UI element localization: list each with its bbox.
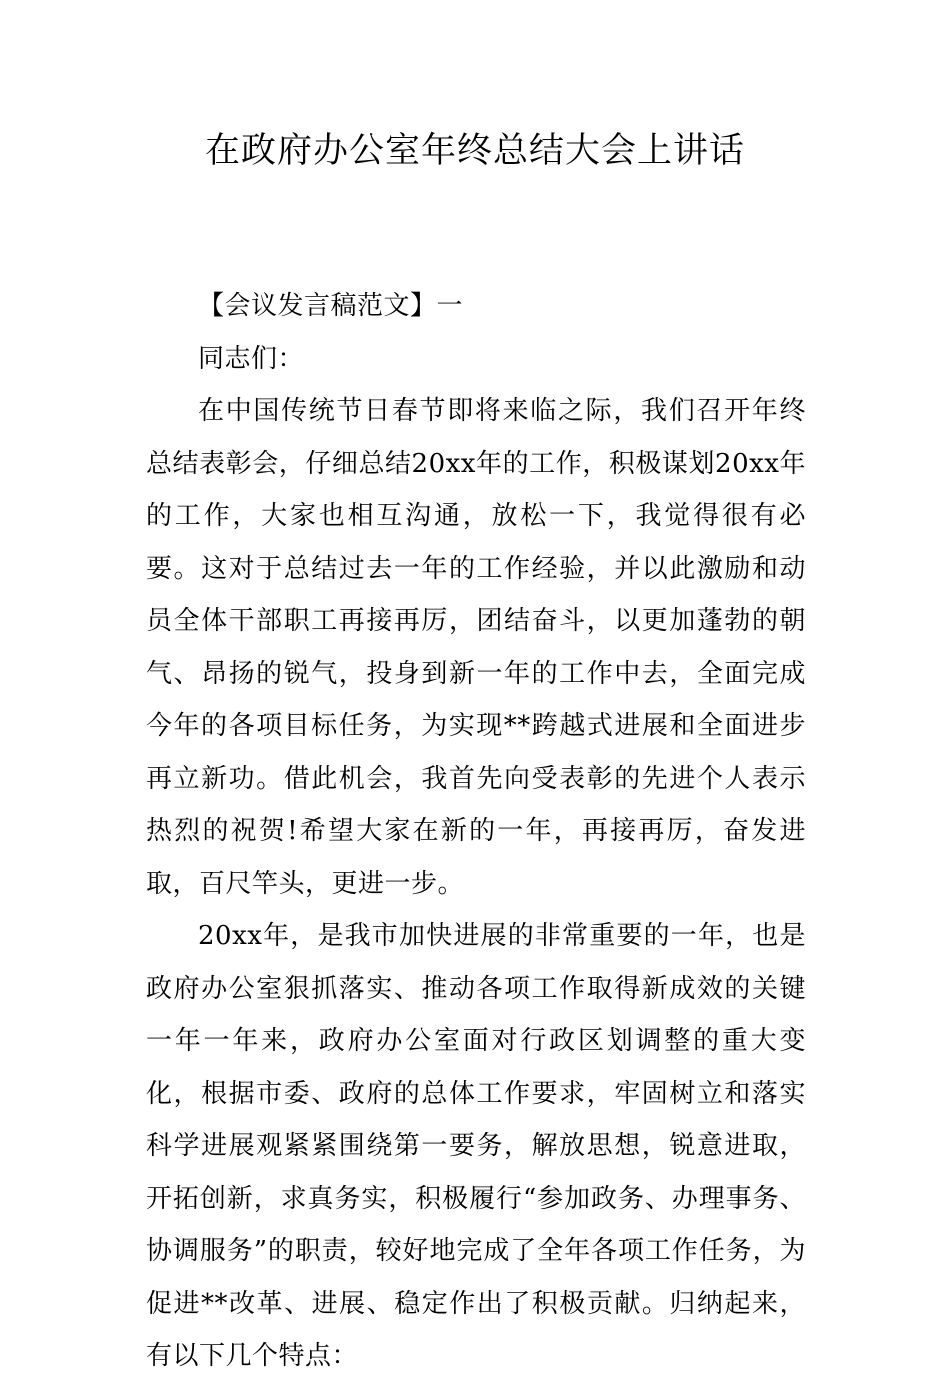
document-title: 在政府办公室年终总结大会上讲话 <box>204 131 745 171</box>
paragraph-salutation: 同志们： <box>198 343 305 374</box>
paragraph-heading: 【会议发言稿范文】一 <box>198 291 464 321</box>
document-body <box>146 280 806 1383</box>
paragraph-summary: 20xx年，是我市加快进展的非常重要的一年，也是政府办公室狠抓落实、推动各项工作取得新成效的关键一年一年来，政府办公室面对行政区划调整的重大变化，根据市委、政府的总体工作要求，牢固树立和落实科学进展观紧紧围绕第一要务，解放思想，锐意进取，开拓创新，求真务实，积极履行“参加政务、办理事务、协调服务”的职责，较好地完成了全年各项工作任务，为促进**改革、进展、稳定作出了积极贡献。归纳起来，有以下几个特点： <box>146 921 806 1371</box>
paragraph-intro: 在中国传统节日春节即将来临之际，我们召开年终总结表彰会，仔细总结20xx年的工作，积极谋划20xx年的工作，大家也相互沟通，放松一下，我觉得很有必要。这对于总结过去一年的工作经验，并以此激励和动员全体干部职工再接再厉，团结奋斗，以更加蓬勃的朝气、昂扬的锐气，投身到新一年的工作中去，全面完成今年的各项目标任务，为实现**跨越式进展和全面进步再立新功。借此机会，我首先向受表彰的先进个人表示热烈的祝贺!希望大家在新的一年，再接再厉，奋发进取，百尺竿头，更进一步。 <box>146 396 806 899</box>
